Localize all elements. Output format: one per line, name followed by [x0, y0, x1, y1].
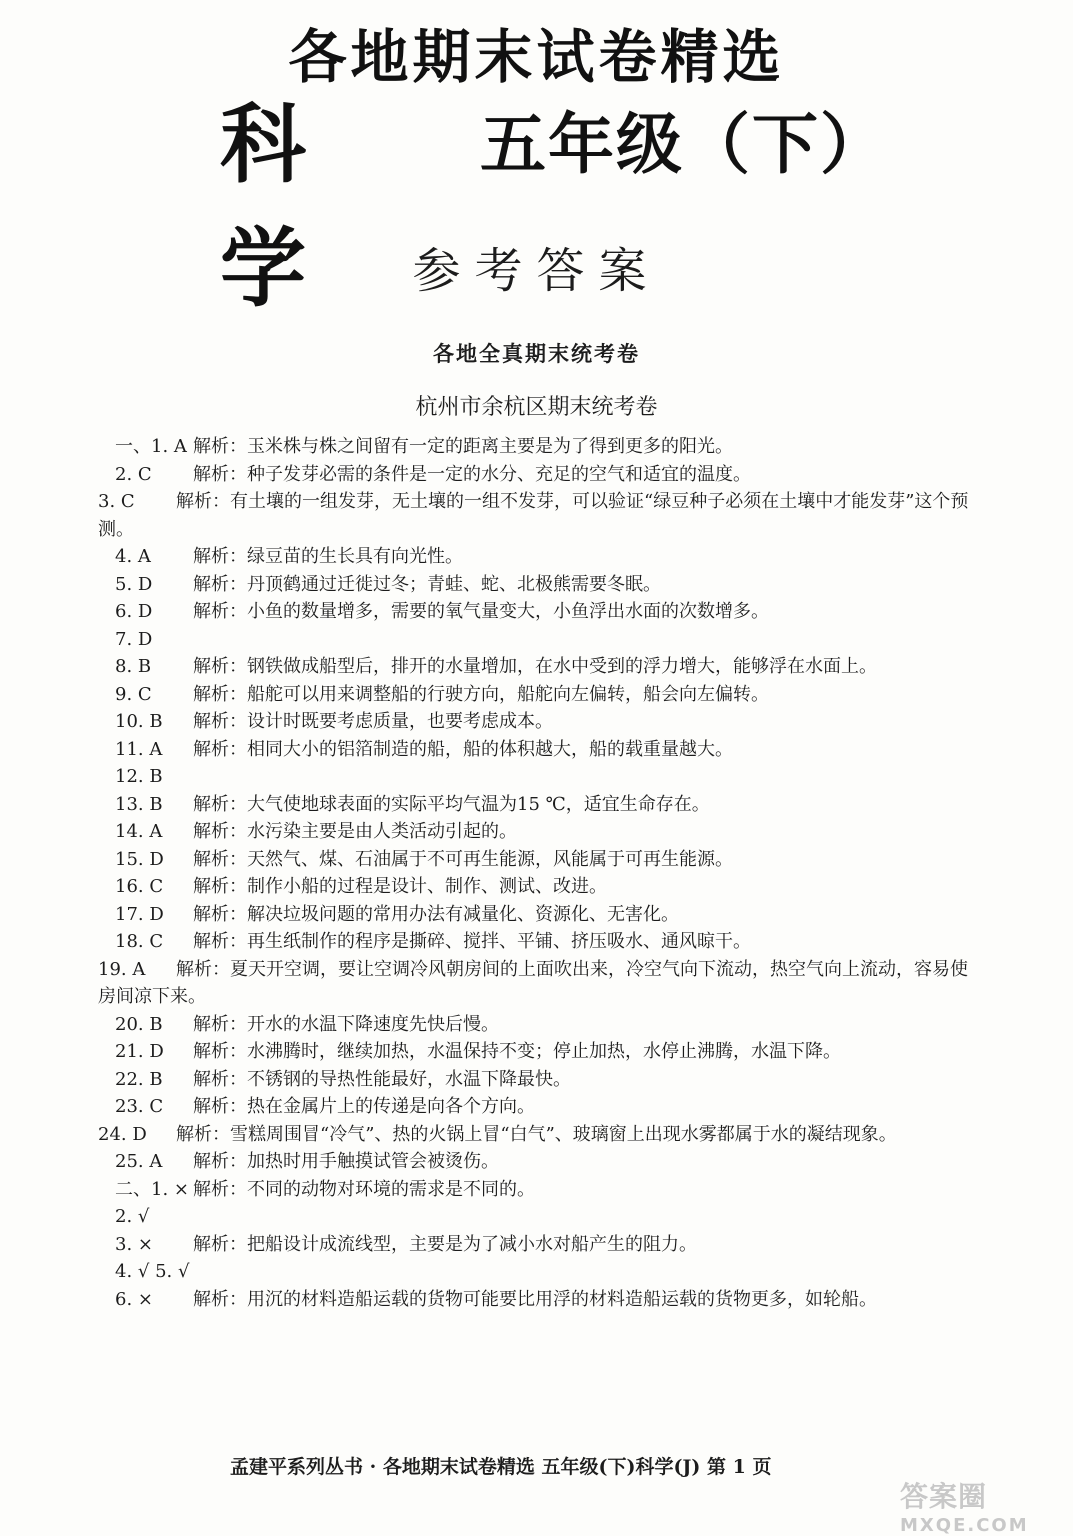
answer-item — [115, 681, 975, 709]
answer-number: 一、1. A — [115, 436, 187, 457]
analysis-label: 解析： — [193, 573, 247, 595]
analysis-label: 解析： — [193, 711, 247, 732]
answer-number: 17. D — [115, 903, 164, 925]
analysis-text: 不锈钢的导热性能最好，水温下降最快。 — [247, 1068, 571, 1090]
analysis-text: 水污染主要是由人类活动引起的。 — [247, 821, 517, 842]
analysis-text: 船舵可以用来调整船的行驶方向，船舵向左偏转，船会向左偏转。 — [247, 683, 769, 705]
exam-heading: 杭州市余杭区期末统考卷 — [415, 395, 658, 420]
analysis-text: 相同大小的铝箔制造的船，船的体积越大，船的载重量越大。 — [247, 738, 733, 760]
analysis-text: 绿豆苗的生长具有向光性。 — [247, 546, 463, 567]
watermark-text: 答案圈 — [900, 1480, 988, 1513]
answer-item — [115, 1258, 975, 1286]
analysis-label: 解析： — [193, 931, 247, 952]
answer-number: 12. B — [115, 766, 163, 787]
answer-number: 25. A — [115, 1151, 163, 1172]
analysis-text: 丹顶鹤通过迁徙过冬；青蛙、蛇、北极熊需要冬眠。 — [247, 573, 661, 595]
analysis-text: 夏天开空调，要让空调冷风朝房间的上面吹出来，冷空气向下流动，热空气向上流动，容易使房间凉下来。 — [98, 958, 968, 1007]
analysis-label: 解析： — [193, 656, 247, 677]
section-heading: 各地全真期末统考卷 — [433, 341, 640, 366]
analysis-label: 解析： — [193, 848, 247, 870]
analysis-label: 解析： — [193, 793, 247, 815]
answer-item — [115, 571, 975, 599]
analysis-text: 制作小船的过程是设计、制作、测试、改进。 — [247, 876, 607, 897]
answer-item — [115, 461, 975, 489]
answer-item — [115, 598, 975, 626]
analysis-label: 解析： — [193, 1151, 247, 1172]
answer-item — [115, 1231, 975, 1259]
analysis-label: 解析： — [193, 546, 247, 567]
answer-item — [115, 1148, 975, 1176]
analysis-label: 解析： — [193, 1096, 247, 1117]
analysis-text: 种子发芽必需的条件是一定的水分、充足的空气和适宜的温度。 — [247, 463, 751, 485]
answer-item — [115, 708, 975, 736]
analysis-text: 不同的动物对环境的需求是不同的。 — [247, 1178, 535, 1200]
answer-item — [115, 791, 975, 819]
analysis-label: 解析： — [193, 903, 247, 925]
analysis-text: 水沸腾时，继续加热，水温保持不变；停止加热，水停止沸腾，水温下降。 — [247, 1041, 841, 1062]
answer-number: 8. B — [115, 656, 152, 677]
analysis-text: 用沉的材料造船运载的货物可能要比用浮的材料造船运载的货物更多，如轮船。 — [247, 1288, 877, 1310]
answer-item — [115, 901, 975, 929]
answer-number: 16. C — [115, 876, 164, 897]
answer-item — [115, 818, 975, 846]
answer-item — [98, 956, 975, 1011]
answer-item — [115, 873, 975, 901]
analysis-label: 解析： — [193, 1288, 247, 1310]
analysis-label: 解析： — [193, 876, 247, 897]
analysis-label: 解析： — [193, 738, 247, 760]
analysis-text: 解决垃圾问题的常用办法有减量化、资源化、无害化。 — [247, 903, 679, 925]
watermark — [900, 1475, 1029, 1536]
grade-title: 五年级（下） — [480, 106, 888, 183]
answer-list — [98, 433, 975, 1313]
analysis-label: 解析： — [193, 1013, 247, 1035]
analysis-text: 雪糕周围冒“冷气”、热的火锅上冒“白气”、玻璃窗上出现水雾都属于水的凝结现象。 — [230, 1123, 897, 1145]
watermark-url: MXQE.COM — [900, 1515, 1029, 1536]
analysis-label: 解析： — [193, 1041, 247, 1062]
answer-number: 6. × — [115, 1288, 153, 1310]
answer-number: 9. C — [115, 683, 152, 705]
answer-number: 15. D — [115, 848, 164, 870]
answer-number: 2. C — [115, 463, 152, 485]
answer-item — [115, 653, 975, 681]
analysis-text: 有土壤的一组发芽，无土壤的一组不发芽，可以验证“绿豆种子必须在土壤中才能发芽”这个预测。 — [98, 491, 969, 540]
analysis-text: 天然气、煤、石油属于不可再生能源，风能属于可再生能源。 — [247, 848, 733, 870]
answer-number: 2. √ — [115, 1206, 150, 1227]
analysis-text: 再生纸制作的程序是撕碎、搅拌、平铺、挤压吸水、通风晾干。 — [247, 931, 751, 952]
analysis-label: 解析： — [193, 463, 247, 485]
analysis-text: 把船设计成流线型，主要是为了减小水对船产生的阻力。 — [247, 1233, 697, 1255]
analysis-text: 玉米株与株之间留有一定的距离主要是为了得到更多的阳光。 — [247, 436, 733, 457]
answer-item — [115, 433, 975, 461]
answer-number: 4. A — [115, 546, 151, 567]
answer-item — [115, 626, 975, 654]
answer-item — [115, 1066, 975, 1094]
analysis-label: 解析： — [176, 1123, 230, 1145]
analysis-text: 钢铁做成船型后，排开的水量增加，在水中受到的浮力增大，能够浮在水面上。 — [247, 656, 877, 677]
answer-item — [115, 1176, 975, 1204]
subject-title: 科学 — [220, 95, 314, 319]
answer-number: 22. B — [115, 1068, 163, 1090]
answer-number: 20. B — [115, 1013, 163, 1035]
series-title: 各地期末试卷精选 — [288, 23, 785, 91]
analysis-label: 解析： — [176, 491, 230, 512]
answer-number: 6. D — [115, 601, 153, 622]
analysis-label: 解析： — [193, 683, 247, 705]
answer-number: 10. B — [115, 711, 163, 732]
answer-number: 4. √ 5. √ — [115, 1261, 190, 1282]
answer-item — [98, 488, 975, 543]
answer-number: 14. A — [115, 821, 163, 842]
analysis-text: 设计时既要考虑质量，也要考虑成本。 — [247, 711, 553, 732]
answer-item — [115, 928, 975, 956]
analysis-text: 热在金属片上的传递是向各个方向。 — [247, 1096, 535, 1117]
answer-number: 13. B — [115, 793, 163, 815]
answer-item — [115, 1093, 975, 1121]
answer-item — [115, 846, 975, 874]
answer-number: 21. D — [115, 1041, 164, 1062]
answer-item — [115, 736, 975, 764]
answer-number: 19. A — [98, 958, 146, 980]
answer-number: 24. D — [98, 1123, 147, 1145]
answer-number: 3. × — [115, 1233, 153, 1255]
answer-number: 18. C — [115, 931, 164, 952]
analysis-text: 加热时用手触摸试管会被烫伤。 — [247, 1151, 499, 1172]
analysis-label: 解析： — [193, 821, 247, 842]
page-footer: 孟建平系列丛书 · 各地期末试卷精选 五年级(下)科学(J) 第 1 页 — [230, 1456, 772, 1478]
analysis-text: 开水的水温下降速度先快后慢。 — [247, 1013, 499, 1035]
answer-number: 二、1. × — [115, 1178, 189, 1200]
answer-number: 11. A — [115, 738, 163, 760]
answer-item — [115, 543, 975, 571]
answer-item — [98, 1121, 975, 1149]
answers-heading: 参考答案 — [412, 243, 661, 299]
answer-number: 3. C — [98, 491, 135, 512]
answer-item — [115, 763, 975, 791]
analysis-label: 解析： — [193, 601, 247, 622]
analysis-label: 解析： — [193, 1068, 247, 1090]
analysis-label: 解析： — [193, 1233, 247, 1255]
answer-number: 7. D — [115, 628, 153, 650]
answer-item — [115, 1286, 975, 1314]
analysis-label: 解析： — [193, 1178, 247, 1200]
answer-item — [115, 1011, 975, 1039]
answer-number: 23. C — [115, 1096, 164, 1117]
answer-item — [115, 1038, 975, 1066]
analysis-text: 小鱼的数量增多，需要的氧气量变大，小鱼浮出水面的次数增多。 — [247, 601, 769, 622]
answer-number: 5. D — [115, 573, 153, 595]
analysis-text: 大气使地球表面的实际平均气温为15 ℃，适宜生命存在。 — [247, 793, 710, 815]
answer-item — [115, 1203, 975, 1231]
analysis-label: 解析： — [176, 958, 230, 980]
analysis-label: 解析： — [193, 436, 247, 457]
